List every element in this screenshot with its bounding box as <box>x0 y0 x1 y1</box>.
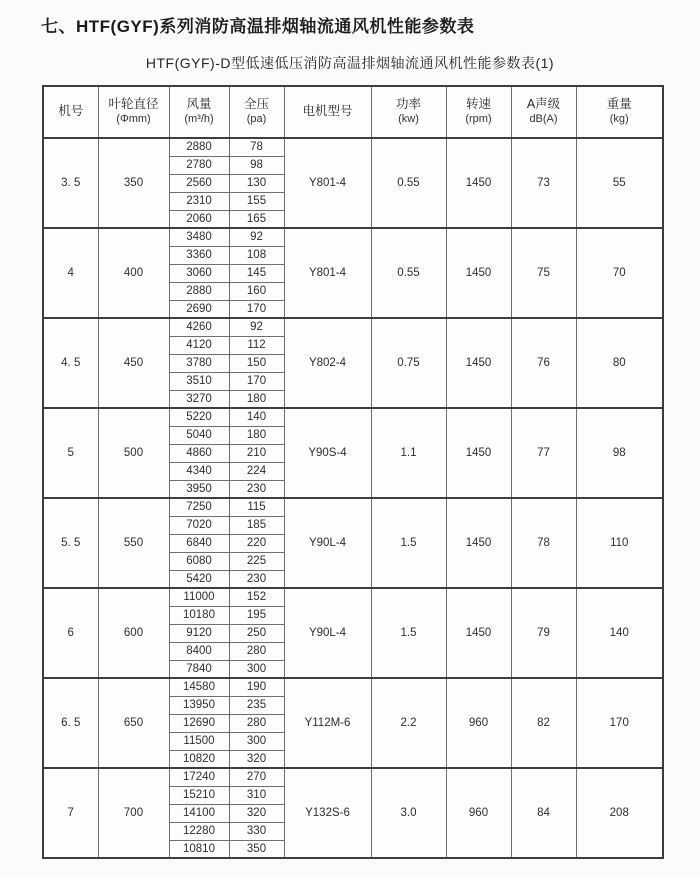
cell-total-pressure: 320 <box>229 750 284 768</box>
cell-air-flow: 14100 <box>169 804 229 822</box>
cell-motor-model: Y90S-4 <box>284 408 371 498</box>
cell-total-pressure: 190 <box>229 678 284 696</box>
cell-speed: 1450 <box>446 498 511 588</box>
cell-air-flow: 7250 <box>169 498 229 516</box>
cell-air-flow: 3270 <box>169 390 229 408</box>
cell-air-flow: 2880 <box>169 282 229 300</box>
cell-air-flow: 3060 <box>169 264 229 282</box>
cell-noise-level: 82 <box>511 678 576 768</box>
table-header <box>43 86 663 138</box>
cell-air-flow: 7020 <box>169 516 229 534</box>
cell-power: 1.5 <box>371 498 446 588</box>
col-header-label: A声级 <box>526 97 561 112</box>
col-header-unit: (rpm) <box>465 112 492 125</box>
cell-air-flow: 6840 <box>169 534 229 552</box>
col-header-label: 全压 <box>243 97 269 112</box>
cell-air-flow: 10810 <box>169 840 229 858</box>
cell-total-pressure: 330 <box>229 822 284 840</box>
cell-air-flow: 4120 <box>169 336 229 354</box>
col-header-unit: (m³/h) <box>184 112 214 125</box>
cell-total-pressure: 150 <box>229 354 284 372</box>
cell-air-flow: 2060 <box>169 210 229 228</box>
col-header-diameter <box>98 86 169 138</box>
cell-motor-model: Y132S-6 <box>284 768 371 858</box>
cell-air-flow: 3950 <box>169 480 229 498</box>
cell-air-flow: 4340 <box>169 462 229 480</box>
col-header-unit: (kw) <box>398 112 419 125</box>
cell-total-pressure: 300 <box>229 732 284 750</box>
cell-impeller-diameter: 500 <box>98 408 169 498</box>
col-header-power <box>371 86 446 138</box>
cell-weight: 80 <box>576 318 663 408</box>
col-header-unit: (pa) <box>246 112 267 125</box>
cell-total-pressure: 224 <box>229 462 284 480</box>
cell-air-flow: 2310 <box>169 192 229 210</box>
cell-total-pressure: 92 <box>229 228 284 246</box>
cell-model-number: 6 <box>43 588 98 678</box>
cell-air-flow: 5420 <box>169 570 229 588</box>
cell-noise-level: 75 <box>511 228 576 318</box>
cell-power: 1.5 <box>371 588 446 678</box>
cell-total-pressure: 300 <box>229 660 284 678</box>
cell-total-pressure: 320 <box>229 804 284 822</box>
cell-model-number: 5. 5 <box>43 498 98 588</box>
cell-air-flow: 3510 <box>169 372 229 390</box>
cell-total-pressure: 115 <box>229 498 284 516</box>
cell-speed: 1450 <box>446 318 511 408</box>
cell-speed: 1450 <box>446 588 511 678</box>
col-header-pressure <box>229 86 284 138</box>
cell-air-flow: 2880 <box>169 138 229 156</box>
cell-power: 1.1 <box>371 408 446 498</box>
cell-total-pressure: 230 <box>229 570 284 588</box>
cell-power: 0.75 <box>371 318 446 408</box>
cell-speed: 1450 <box>446 408 511 498</box>
cell-total-pressure: 280 <box>229 642 284 660</box>
cell-motor-model: Y90L-4 <box>284 498 371 588</box>
cell-model-number: 4. 5 <box>43 318 98 408</box>
table-row <box>43 408 663 426</box>
cell-weight: 140 <box>576 588 663 678</box>
cell-air-flow: 3480 <box>169 228 229 246</box>
col-header-speed <box>446 86 511 138</box>
cell-air-flow: 9120 <box>169 624 229 642</box>
table-row <box>43 588 663 606</box>
cell-total-pressure: 165 <box>229 210 284 228</box>
table-row <box>43 678 663 696</box>
cell-model-number: 4 <box>43 228 98 318</box>
cell-air-flow: 14580 <box>169 678 229 696</box>
cell-total-pressure: 280 <box>229 714 284 732</box>
cell-air-flow: 2560 <box>169 174 229 192</box>
cell-total-pressure: 310 <box>229 786 284 804</box>
cell-total-pressure: 180 <box>229 390 284 408</box>
cell-total-pressure: 98 <box>229 156 284 174</box>
cell-model-number: 3. 5 <box>43 138 98 228</box>
table-row <box>43 138 663 156</box>
page-title: 七、HTF(GYF)系列消防高温排烟轴流通风机性能参数表 <box>41 17 475 36</box>
cell-power: 0.55 <box>371 228 446 318</box>
cell-impeller-diameter: 650 <box>98 678 169 768</box>
cell-air-flow: 3780 <box>169 354 229 372</box>
cell-impeller-diameter: 450 <box>98 318 169 408</box>
cell-noise-level: 77 <box>511 408 576 498</box>
cell-noise-level: 76 <box>511 318 576 408</box>
cell-total-pressure: 92 <box>229 318 284 336</box>
col-header-label: 电机型号 <box>302 104 353 119</box>
cell-total-pressure: 235 <box>229 696 284 714</box>
cell-weight: 208 <box>576 768 663 858</box>
cell-total-pressure: 270 <box>229 768 284 786</box>
cell-impeller-diameter: 550 <box>98 498 169 588</box>
cell-model-number: 5 <box>43 408 98 498</box>
col-header-unit: dB(A) <box>529 112 558 125</box>
cell-motor-model: Y802-4 <box>284 318 371 408</box>
cell-power: 3.0 <box>371 768 446 858</box>
col-header-label: 转速 <box>465 97 491 112</box>
cell-total-pressure: 210 <box>229 444 284 462</box>
cell-total-pressure: 155 <box>229 192 284 210</box>
cell-total-pressure: 140 <box>229 408 284 426</box>
cell-impeller-diameter: 350 <box>98 138 169 228</box>
cell-noise-level: 84 <box>511 768 576 858</box>
cell-air-flow: 4860 <box>169 444 229 462</box>
cell-air-flow: 8400 <box>169 642 229 660</box>
cell-noise-level: 79 <box>511 588 576 678</box>
cell-impeller-diameter: 700 <box>98 768 169 858</box>
cell-total-pressure: 185 <box>229 516 284 534</box>
table-row <box>43 318 663 336</box>
cell-total-pressure: 170 <box>229 372 284 390</box>
cell-air-flow: 5220 <box>169 408 229 426</box>
cell-power: 2.2 <box>371 678 446 768</box>
col-header-label: 叶轮直径 <box>108 97 159 112</box>
table-row <box>43 768 663 786</box>
cell-air-flow: 15210 <box>169 786 229 804</box>
cell-total-pressure: 170 <box>229 300 284 318</box>
cell-speed: 1450 <box>446 138 511 228</box>
cell-air-flow: 10180 <box>169 606 229 624</box>
cell-noise-level: 73 <box>511 138 576 228</box>
cell-total-pressure: 250 <box>229 624 284 642</box>
cell-weight: 170 <box>576 678 663 768</box>
cell-weight: 110 <box>576 498 663 588</box>
cell-air-flow: 11500 <box>169 732 229 750</box>
cell-power: 0.55 <box>371 138 446 228</box>
cell-noise-level: 78 <box>511 498 576 588</box>
cell-total-pressure: 112 <box>229 336 284 354</box>
cell-speed: 960 <box>446 768 511 858</box>
cell-air-flow: 6080 <box>169 552 229 570</box>
cell-motor-model: Y112M-6 <box>284 678 371 768</box>
cell-total-pressure: 160 <box>229 282 284 300</box>
cell-total-pressure: 152 <box>229 588 284 606</box>
cell-total-pressure: 195 <box>229 606 284 624</box>
cell-model-number: 7 <box>43 768 98 858</box>
cell-total-pressure: 180 <box>229 426 284 444</box>
col-header-label: 功率 <box>395 97 421 112</box>
cell-air-flow: 13950 <box>169 696 229 714</box>
cell-total-pressure: 145 <box>229 264 284 282</box>
cell-total-pressure: 230 <box>229 480 284 498</box>
cell-air-flow: 12690 <box>169 714 229 732</box>
cell-weight: 98 <box>576 408 663 498</box>
cell-model-number: 6. 5 <box>43 678 98 768</box>
cell-speed: 960 <box>446 678 511 768</box>
cell-total-pressure: 225 <box>229 552 284 570</box>
col-header-noise <box>511 86 576 138</box>
col-header-label: 机号 <box>58 104 84 119</box>
cell-impeller-diameter: 600 <box>98 588 169 678</box>
col-header-flow <box>169 86 229 138</box>
col-header-label: 风量 <box>186 97 212 112</box>
cell-total-pressure: 108 <box>229 246 284 264</box>
cell-motor-model: Y90L-4 <box>284 588 371 678</box>
cell-air-flow: 17240 <box>169 768 229 786</box>
cell-total-pressure: 220 <box>229 534 284 552</box>
cell-air-flow: 7840 <box>169 660 229 678</box>
cell-motor-model: Y801-4 <box>284 138 371 228</box>
cell-total-pressure: 350 <box>229 840 284 858</box>
cell-air-flow: 3360 <box>169 246 229 264</box>
cell-air-flow: 10820 <box>169 750 229 768</box>
col-header-unit: (kg) <box>609 112 629 125</box>
col-header-label: 重量 <box>606 97 632 112</box>
cell-air-flow: 11000 <box>169 588 229 606</box>
fan-spec-table <box>42 85 664 859</box>
cell-weight: 55 <box>576 138 663 228</box>
cell-weight: 70 <box>576 228 663 318</box>
table-subtitle: HTF(GYF)-D型低速低压消防高温排烟轴流通风机性能参数表(1) <box>145 55 555 71</box>
col-header-model <box>43 86 98 138</box>
col-header-weight <box>576 86 663 138</box>
cell-impeller-diameter: 400 <box>98 228 169 318</box>
cell-air-flow: 12280 <box>169 822 229 840</box>
col-header-unit: (Φmm) <box>116 112 151 125</box>
col-header-motor <box>284 86 371 138</box>
cell-air-flow: 2780 <box>169 156 229 174</box>
cell-motor-model: Y801-4 <box>284 228 371 318</box>
cell-air-flow: 2690 <box>169 300 229 318</box>
table-row <box>43 498 663 516</box>
cell-air-flow: 5040 <box>169 426 229 444</box>
cell-air-flow: 4260 <box>169 318 229 336</box>
table-row <box>43 228 663 246</box>
cell-total-pressure: 130 <box>229 174 284 192</box>
cell-total-pressure: 78 <box>229 138 284 156</box>
cell-speed: 1450 <box>446 228 511 318</box>
